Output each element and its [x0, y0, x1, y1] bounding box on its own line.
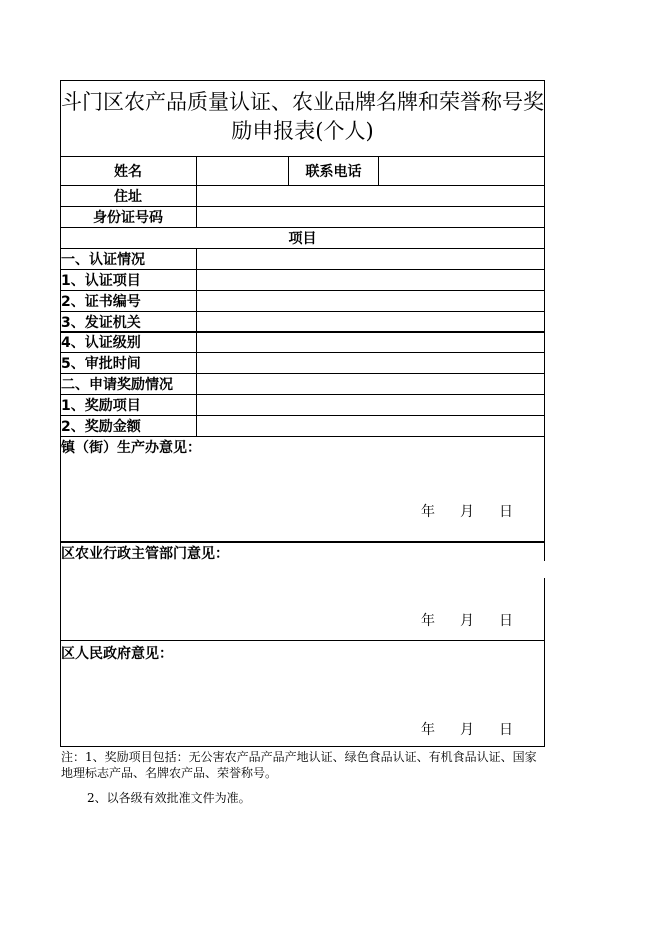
day-label: 日	[499, 613, 513, 629]
row-issuing-authority: 3、发证机关	[61, 315, 141, 331]
table-right-border	[544, 80, 545, 561]
row-certification-item: 1、认证项目	[61, 273, 141, 289]
month-label: 月	[460, 504, 474, 520]
id-number-field[interactable]	[197, 207, 544, 227]
month-label: 月	[460, 613, 474, 629]
district-government-opinion-field[interactable]	[61, 666, 544, 716]
reward-amount-field[interactable]	[197, 416, 544, 436]
grid-line	[60, 541, 545, 543]
phone-label: 联系电话	[305, 164, 362, 180]
row-certificate-number: 2、证书编号	[61, 294, 141, 310]
id-number-label: 身份证号码	[93, 210, 163, 226]
form-title: 斗门区农产品质量认证、农业品牌名牌和荣誉称号奖励申报表(个人)	[61, 90, 544, 143]
name-label: 姓名	[114, 164, 142, 180]
town-office-opinion-field[interactable]	[61, 460, 544, 500]
certification-level-field[interactable]	[197, 333, 544, 352]
grid-line	[60, 640, 545, 641]
month-label: 月	[460, 722, 474, 738]
address-label: 住址	[114, 189, 142, 205]
table-right-border-lower	[544, 578, 545, 747]
town-office-opinion-label: 镇（街）生产办意见：	[61, 440, 201, 456]
certificate-number-field[interactable]	[197, 291, 544, 311]
agriculture-dept-opinion-field[interactable]	[61, 580, 544, 608]
note-reward-items: 注：1、奖励项目包括：无公害农产品产品产地认证、绿色食品认证、有机食品认证、国家地理标志产品、名牌农产品、荣誉称号。	[61, 750, 537, 780]
row-reward-amount: 2、奖励金额	[61, 419, 141, 435]
row-certification-section: 一、认证情况	[61, 252, 145, 268]
row-reward-item: 1、奖励项目	[61, 398, 141, 414]
table-bottom-border	[60, 746, 545, 747]
year-label: 年	[421, 722, 435, 738]
name-field[interactable]	[197, 157, 288, 185]
issuing-authority-field[interactable]	[197, 312, 544, 331]
day-label: 日	[499, 722, 513, 738]
agriculture-dept-opinion-label: 区农业行政主管部门意见：	[61, 546, 229, 562]
certification-item-field[interactable]	[197, 270, 544, 290]
year-label: 年	[421, 504, 435, 520]
row-reward-section: 二、申请奖励情况	[61, 377, 173, 393]
row-approval-time: 5、审批时间	[61, 356, 141, 372]
approval-time-field[interactable]	[197, 353, 544, 373]
table-top-border	[60, 80, 545, 81]
reward-item-field[interactable]	[197, 395, 544, 415]
row-certification-level: 4、认证级别	[61, 335, 141, 351]
district-government-opinion-label: 区人民政府意见：	[61, 646, 173, 662]
note-valid-documents: 2、以各级有效批准文件为准。	[87, 791, 251, 805]
address-field[interactable]	[197, 186, 544, 206]
project-header: 项目	[288, 231, 317, 247]
phone-field[interactable]	[379, 157, 544, 185]
year-label: 年	[421, 613, 435, 629]
day-label: 日	[499, 504, 513, 520]
